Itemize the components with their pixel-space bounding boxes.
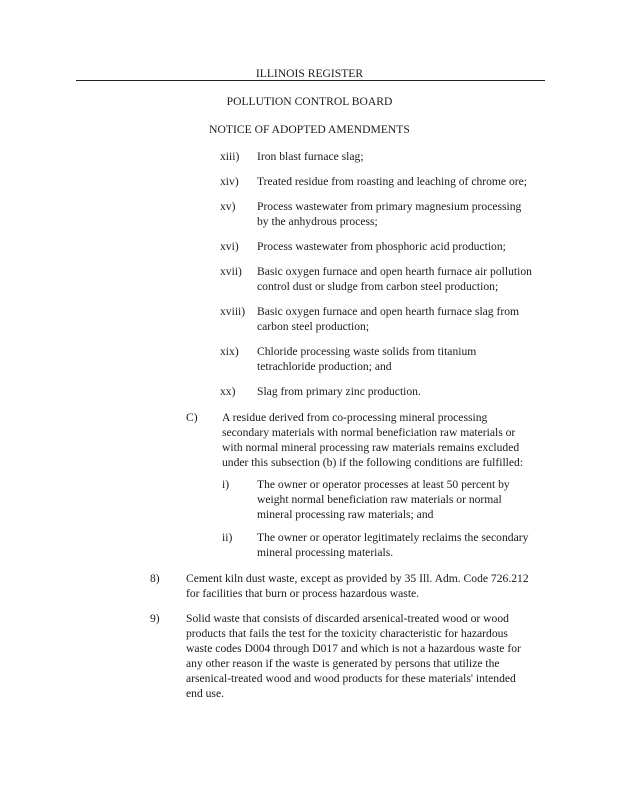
- text-line: carbon steel production;: [257, 320, 370, 333]
- text-line: Process wastewater from primary magnesium processing: [257, 200, 522, 213]
- text-line: arsenical-treated wood and wood products for these materials' intended: [186, 672, 516, 685]
- text-line: Solid waste that consists of discarded arsenical-treated wood or wood: [186, 612, 509, 625]
- item-xix-number: xix): [220, 345, 239, 358]
- header-rule: [76, 80, 545, 81]
- item-xx-number: xx): [220, 385, 236, 398]
- text-line: Basic oxygen furnace and open hearth furnace slag from: [257, 305, 520, 318]
- item-c-number: C): [186, 411, 198, 424]
- text-line: Treated residue from roasting and leaching of chrome ore;: [257, 175, 528, 188]
- text-line: The owner or operator legitimately reclaims the secondary: [257, 531, 529, 544]
- item-9-number: 9): [150, 612, 160, 625]
- item-xvii-number: xvii): [220, 265, 242, 278]
- item-xv-text: [257, 199, 521, 229]
- item-xiv-text: [257, 174, 527, 189]
- text-line: secondary materials with normal beneficiation raw materials or: [222, 426, 516, 439]
- text-line: any other reason if the waste is generated by persons that utilize the: [186, 657, 500, 670]
- text-line: under this subsection (b) if the following conditions are fulfilled:: [222, 456, 524, 469]
- notice-title: NOTICE OF ADOPTED AMENDMENTS: [209, 123, 410, 136]
- item-xvi-number: xvi): [220, 240, 239, 253]
- text-line: products that fails the test for the toxicity characteristic for hazardous: [186, 627, 508, 640]
- text-line: Chloride processing waste solids from titanium: [257, 345, 477, 358]
- item-xvii-text: [257, 264, 532, 294]
- text-line: with normal mineral processing raw materials remains excluded: [222, 441, 520, 454]
- text-line: The owner or operator processes at least 50 percent by: [257, 478, 510, 491]
- text-line: control dust or sludge from carbon steel production;: [257, 280, 499, 293]
- text-line: by the anhydrous process;: [257, 215, 378, 228]
- item-xvi-text: [257, 239, 506, 254]
- item-c-ii-text: [257, 530, 528, 560]
- agency-title: POLLUTION CONTROL BOARD: [226, 95, 393, 108]
- item-xiii-number: xiii): [220, 150, 240, 163]
- item-xiv-number: xiv): [220, 175, 239, 188]
- text-line: A residue derived from co-processing mineral processing: [222, 411, 488, 424]
- item-8-number: 8): [150, 572, 160, 585]
- text-line: weight normal beneficiation raw materials or normal: [257, 493, 502, 506]
- text-line: Process wastewater from phosphoric acid production;: [257, 240, 506, 253]
- text-line: Iron blast furnace slag;: [257, 150, 364, 163]
- text-line: tetrachloride production; and: [257, 360, 392, 373]
- item-xiii-text: [257, 149, 364, 164]
- item-c-ii-number: ii): [222, 531, 233, 544]
- text-line: end use.: [186, 687, 224, 700]
- register-title: ILLINOIS REGISTER: [255, 67, 364, 80]
- text-line: mineral processing materials.: [257, 546, 394, 559]
- item-xix-text: [257, 344, 476, 374]
- item-xx-text: [257, 384, 421, 399]
- item-xv-number: xv): [220, 200, 236, 213]
- text-line: Basic oxygen furnace and open hearth furnace air pollution: [257, 265, 532, 278]
- text-line: mineral processing raw materials; and: [257, 508, 434, 521]
- item-c-i-number: i): [222, 478, 230, 491]
- item-xviii-number: xviii): [220, 305, 246, 318]
- item-c-i-text: [257, 477, 510, 522]
- text-line: Cement kiln dust waste, except as provided by 35 Ill. Adm. Code 726.212: [186, 572, 529, 585]
- text-line: Slag from primary zinc production.: [257, 385, 421, 398]
- item-xviii-text: [257, 304, 519, 334]
- item-8-text: [186, 571, 529, 601]
- text-line: for facilities that burn or process hazardous waste.: [186, 587, 420, 600]
- item-9-text: [186, 611, 521, 701]
- text-line: waste codes D004 through D017 and which is not a hazardous waste for: [186, 642, 521, 655]
- item-c-text: [222, 410, 523, 470]
